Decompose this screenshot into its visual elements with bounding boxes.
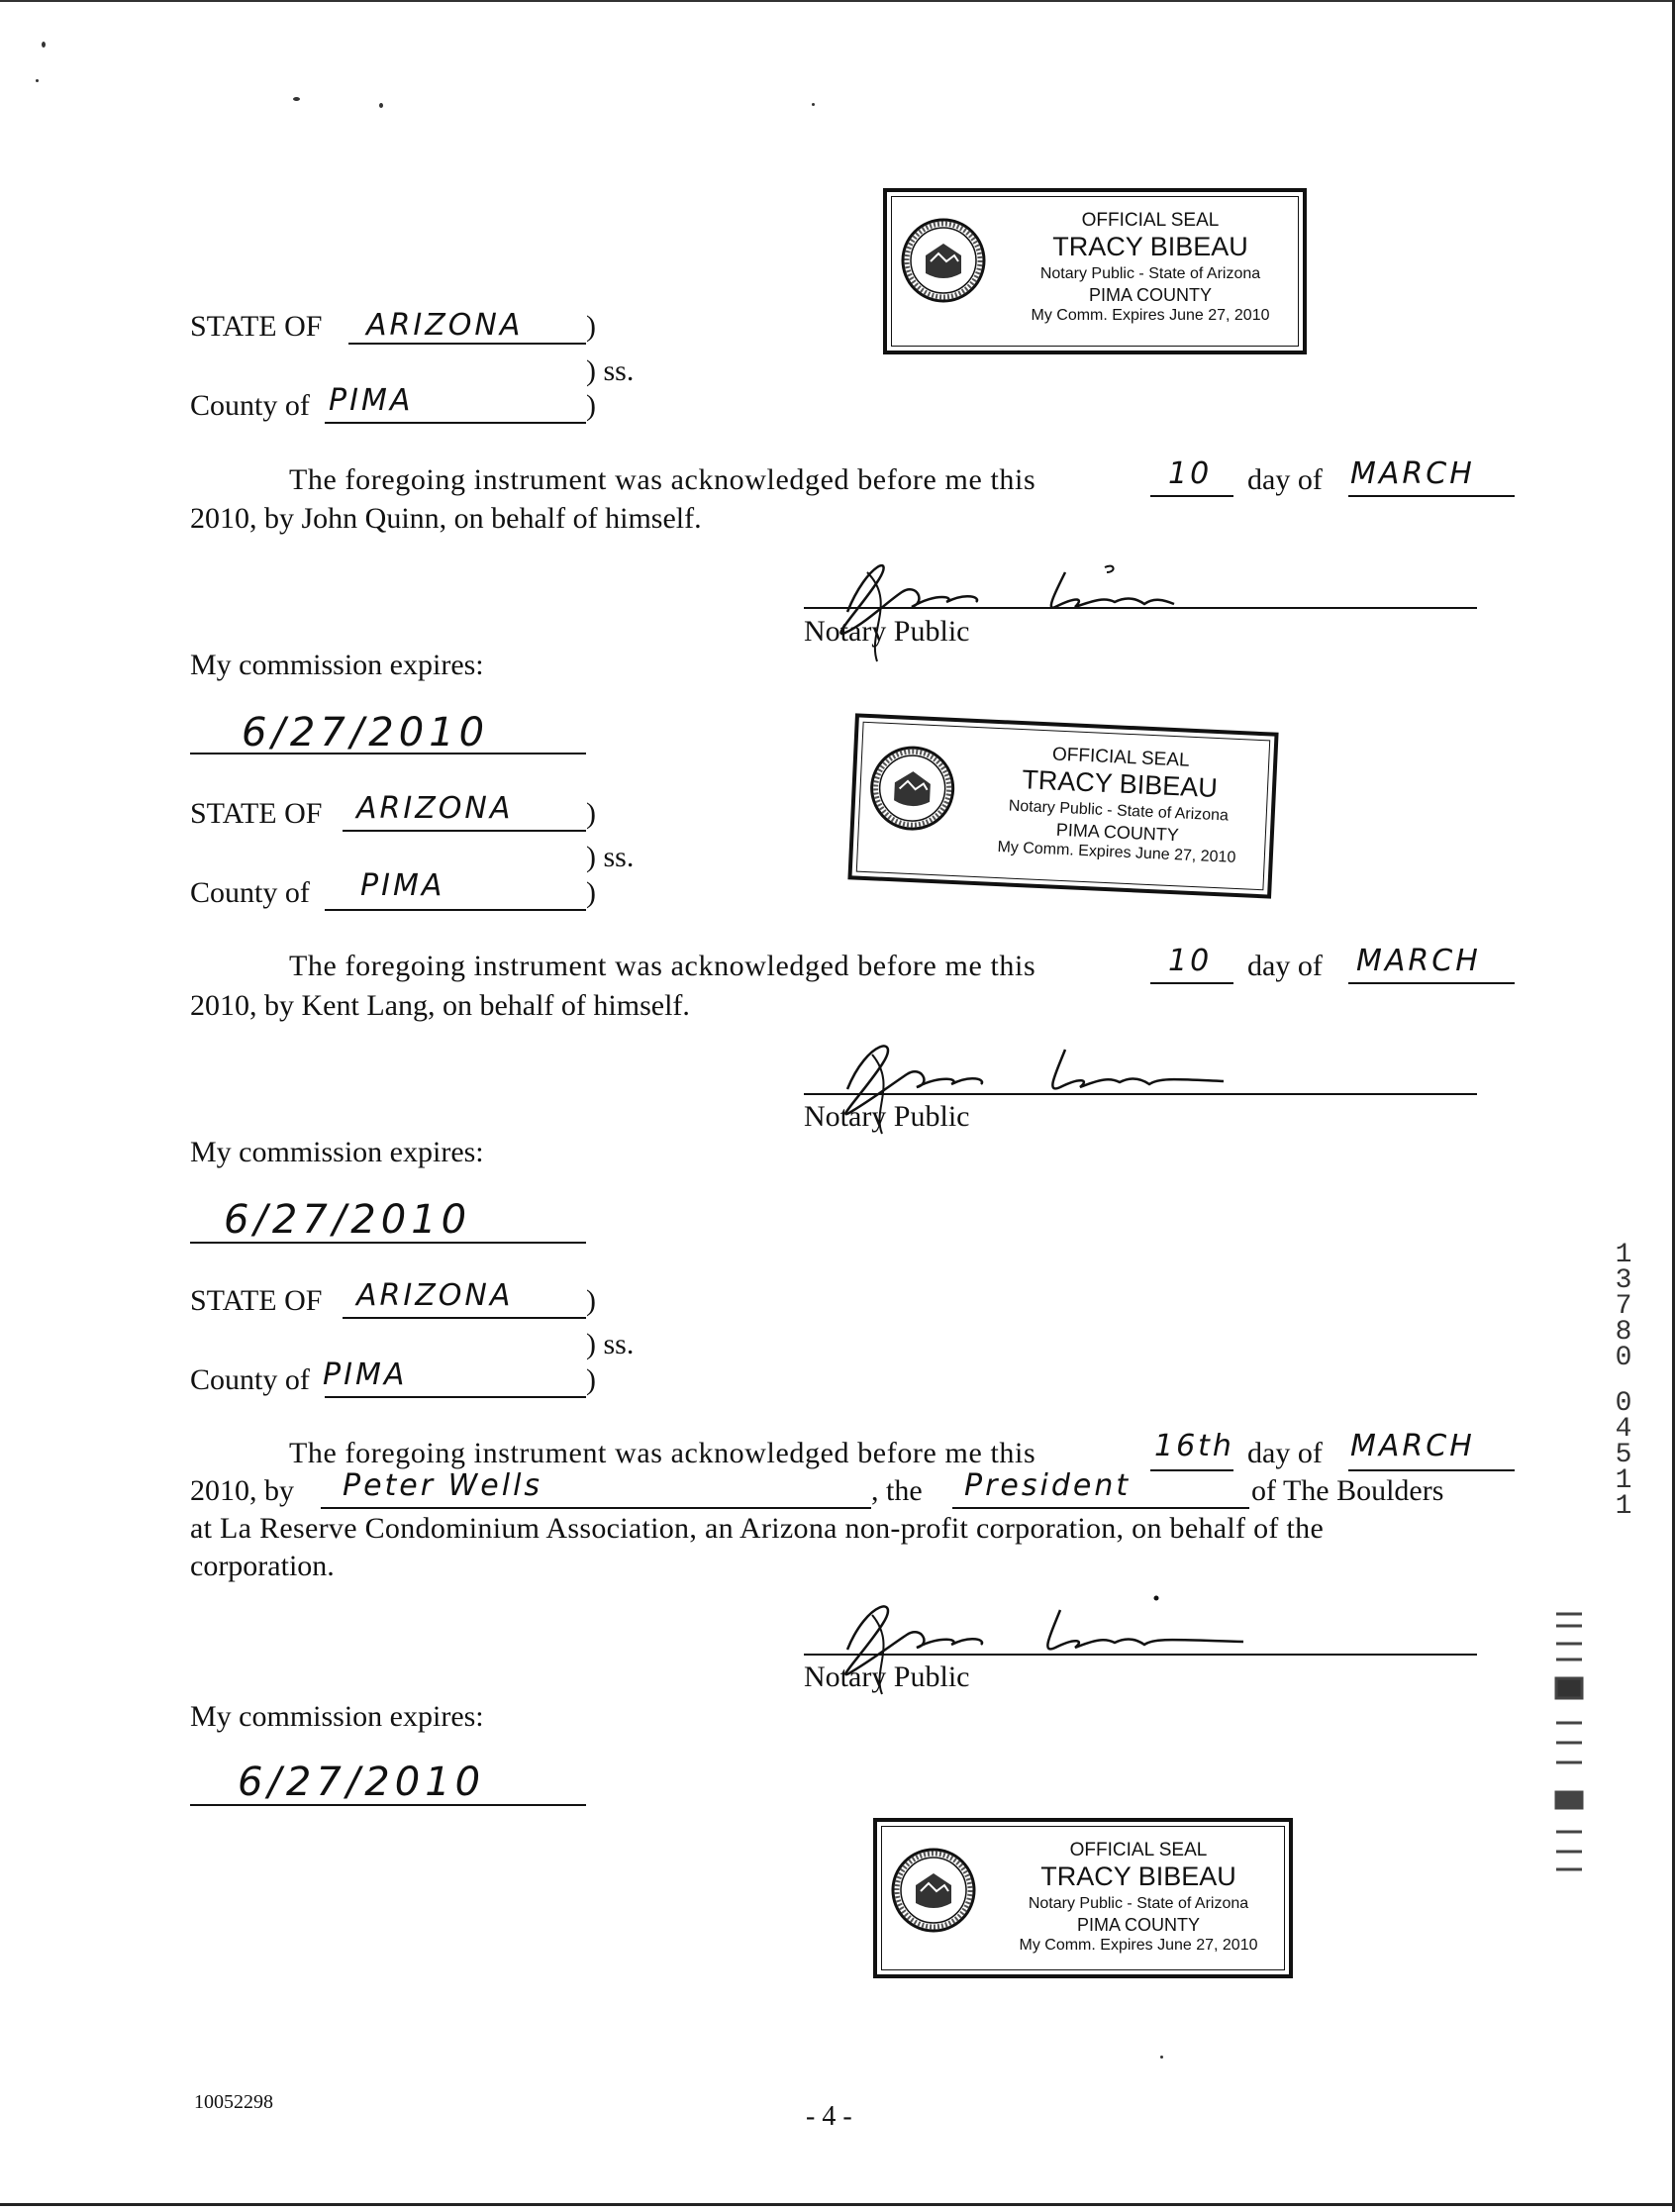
scan-speck	[1160, 2056, 1163, 2059]
state-of-label: STATE OF	[190, 1284, 323, 1317]
notary-seal	[883, 188, 1307, 354]
ss-label: ) ss.	[586, 841, 635, 873]
recording-digit: 1	[1615, 1491, 1632, 1522]
seal-title: OFFICIAL SEAL	[1051, 744, 1191, 771]
notary-public-label: Notary Public	[804, 1100, 970, 1133]
handwritten-month: MARCH	[1350, 1429, 1475, 1463]
handwritten-day: 16th	[1154, 1429, 1234, 1463]
seal-notary-name: TRACY BIBEAU	[1021, 764, 1219, 804]
scan-speck	[293, 97, 300, 101]
county-of-label: County of	[190, 1363, 310, 1396]
paren: )	[586, 310, 596, 343]
recording-digit: 3	[1615, 1265, 1632, 1296]
recording-digit: 1	[1615, 1240, 1632, 1270]
seal-notary-state: Notary Public - State of Arizona	[1028, 1895, 1249, 1912]
notary-seal	[873, 1818, 1293, 1978]
day-of-label: day of	[1247, 950, 1323, 982]
paren: )	[586, 389, 596, 422]
corporation-line: corporation.	[190, 1550, 335, 1582]
handwritten-state: ARIZONA	[356, 791, 514, 826]
by-label: 2010, by	[190, 1474, 294, 1507]
handwritten-day: 10	[1168, 456, 1213, 491]
seal-expiration: My Comm. Expires June 27, 2010	[1031, 307, 1270, 324]
notary-seal	[847, 713, 1278, 898]
handwritten-expiration: 6/27/2010	[224, 1197, 472, 1243]
seal-title: OFFICIAL SEAL	[1069, 1840, 1208, 1860]
seal-expiration: My Comm. Expires June 27, 2010	[1019, 1937, 1258, 1954]
recording-digit: 4	[1615, 1414, 1632, 1445]
handwritten-county: PIMA	[323, 1357, 408, 1392]
scan-border-top	[0, 0, 1675, 2]
county-of-label: County of	[190, 876, 310, 909]
day-of-label: day of	[1247, 463, 1323, 496]
handwritten-month: MARCH	[1350, 456, 1475, 491]
seal-title: OFFICIAL SEAL	[1081, 210, 1220, 231]
recording-digit: 0	[1615, 1343, 1632, 1373]
recording-digit: 0	[1615, 1388, 1632, 1419]
scan-speck	[812, 103, 815, 106]
acknowledgment-prefix: The foregoing instrument was acknowledged before me this	[289, 463, 1036, 496]
handwritten-state: ARIZONA	[356, 1278, 514, 1313]
notary-public-label: Notary Public	[804, 615, 970, 648]
document-number: 10052298	[194, 2091, 273, 2113]
notary-public-label: Notary Public	[804, 1660, 970, 1693]
recording-stamp-smudge	[1544, 1604, 1594, 1881]
acknowledgment-by-line: 2010, by Kent Lang, on behalf of himself.	[190, 989, 690, 1022]
of-boulders-label: of The Boulders	[1251, 1474, 1444, 1507]
seal-notary-state: Notary Public - State of Arizona	[1039, 265, 1261, 282]
scan-speck	[379, 103, 383, 108]
commission-expires-label: My commission expires:	[190, 1700, 484, 1733]
seal-county: PIMA COUNTY	[1055, 819, 1180, 846]
recording-digit: 7	[1615, 1291, 1632, 1322]
handwritten-county: PIMA	[360, 868, 445, 903]
arizona-state-seal-icon	[891, 1848, 976, 1933]
ss-label: ) ss.	[586, 1328, 635, 1360]
scan-border-bottom	[0, 2203, 1675, 2206]
seal-notary-state: Notary Public - State of Arizona	[1008, 797, 1230, 825]
ss-label: ) ss.	[586, 354, 635, 387]
state-of-label: STATE OF	[190, 310, 323, 343]
acknowledgment-prefix: The foregoing instrument was acknowledged before me this	[289, 950, 1036, 982]
arizona-state-seal-icon	[868, 744, 957, 833]
page-number: - 4 -	[806, 2101, 852, 2132]
day-of-label: day of	[1247, 1437, 1323, 1469]
signature-line	[804, 1654, 1477, 1656]
handwritten-state: ARIZONA	[366, 308, 524, 343]
county-of-label: County of	[190, 389, 310, 422]
handwritten-day: 10	[1168, 944, 1213, 978]
seal-county: PIMA COUNTY	[1088, 285, 1212, 305]
handwritten-expiration: 6/27/2010	[238, 1760, 486, 1805]
handwritten-signer-title: President	[964, 1468, 1132, 1503]
scan-speck	[42, 42, 46, 48]
handwritten-month: MARCH	[1356, 944, 1481, 978]
acknowledgment-by-line: 2010, by John Quinn, on behalf of himself.	[190, 502, 702, 535]
commission-expires-label: My commission expires:	[190, 649, 484, 681]
handwritten-signer-name: Peter Wells	[343, 1468, 543, 1503]
handwritten-expiration: 6/27/2010	[242, 710, 490, 755]
paren: )	[586, 797, 596, 830]
recording-digit: 1	[1615, 1465, 1632, 1496]
the-label: , the	[871, 1474, 923, 1507]
signature-line	[804, 607, 1477, 609]
arizona-state-seal-icon	[901, 218, 986, 303]
seal-notary-name: TRACY BIBEAU	[1052, 232, 1248, 261]
paren: )	[586, 1363, 596, 1396]
seal-notary-name: TRACY BIBEAU	[1040, 1861, 1236, 1891]
state-of-label: STATE OF	[190, 797, 323, 830]
association-line: at La Reserve Condominium Association, an Arizona non-profit corporation, on behalf of the	[190, 1512, 1325, 1545]
handwritten-county: PIMA	[329, 383, 414, 418]
commission-expires-label: My commission expires:	[190, 1136, 484, 1168]
paren: )	[586, 1284, 596, 1317]
recording-digit: 5	[1615, 1440, 1632, 1470]
paren: )	[586, 876, 596, 909]
recording-digit: 8	[1615, 1317, 1632, 1348]
scan-speck	[36, 79, 39, 82]
seal-expiration: My Comm. Expires June 27, 2010	[997, 839, 1236, 866]
signature-line	[804, 1093, 1477, 1095]
seal-county: PIMA COUNTY	[1076, 1915, 1200, 1935]
acknowledgment-prefix: The foregoing instrument was acknowledged before me this	[289, 1437, 1036, 1469]
